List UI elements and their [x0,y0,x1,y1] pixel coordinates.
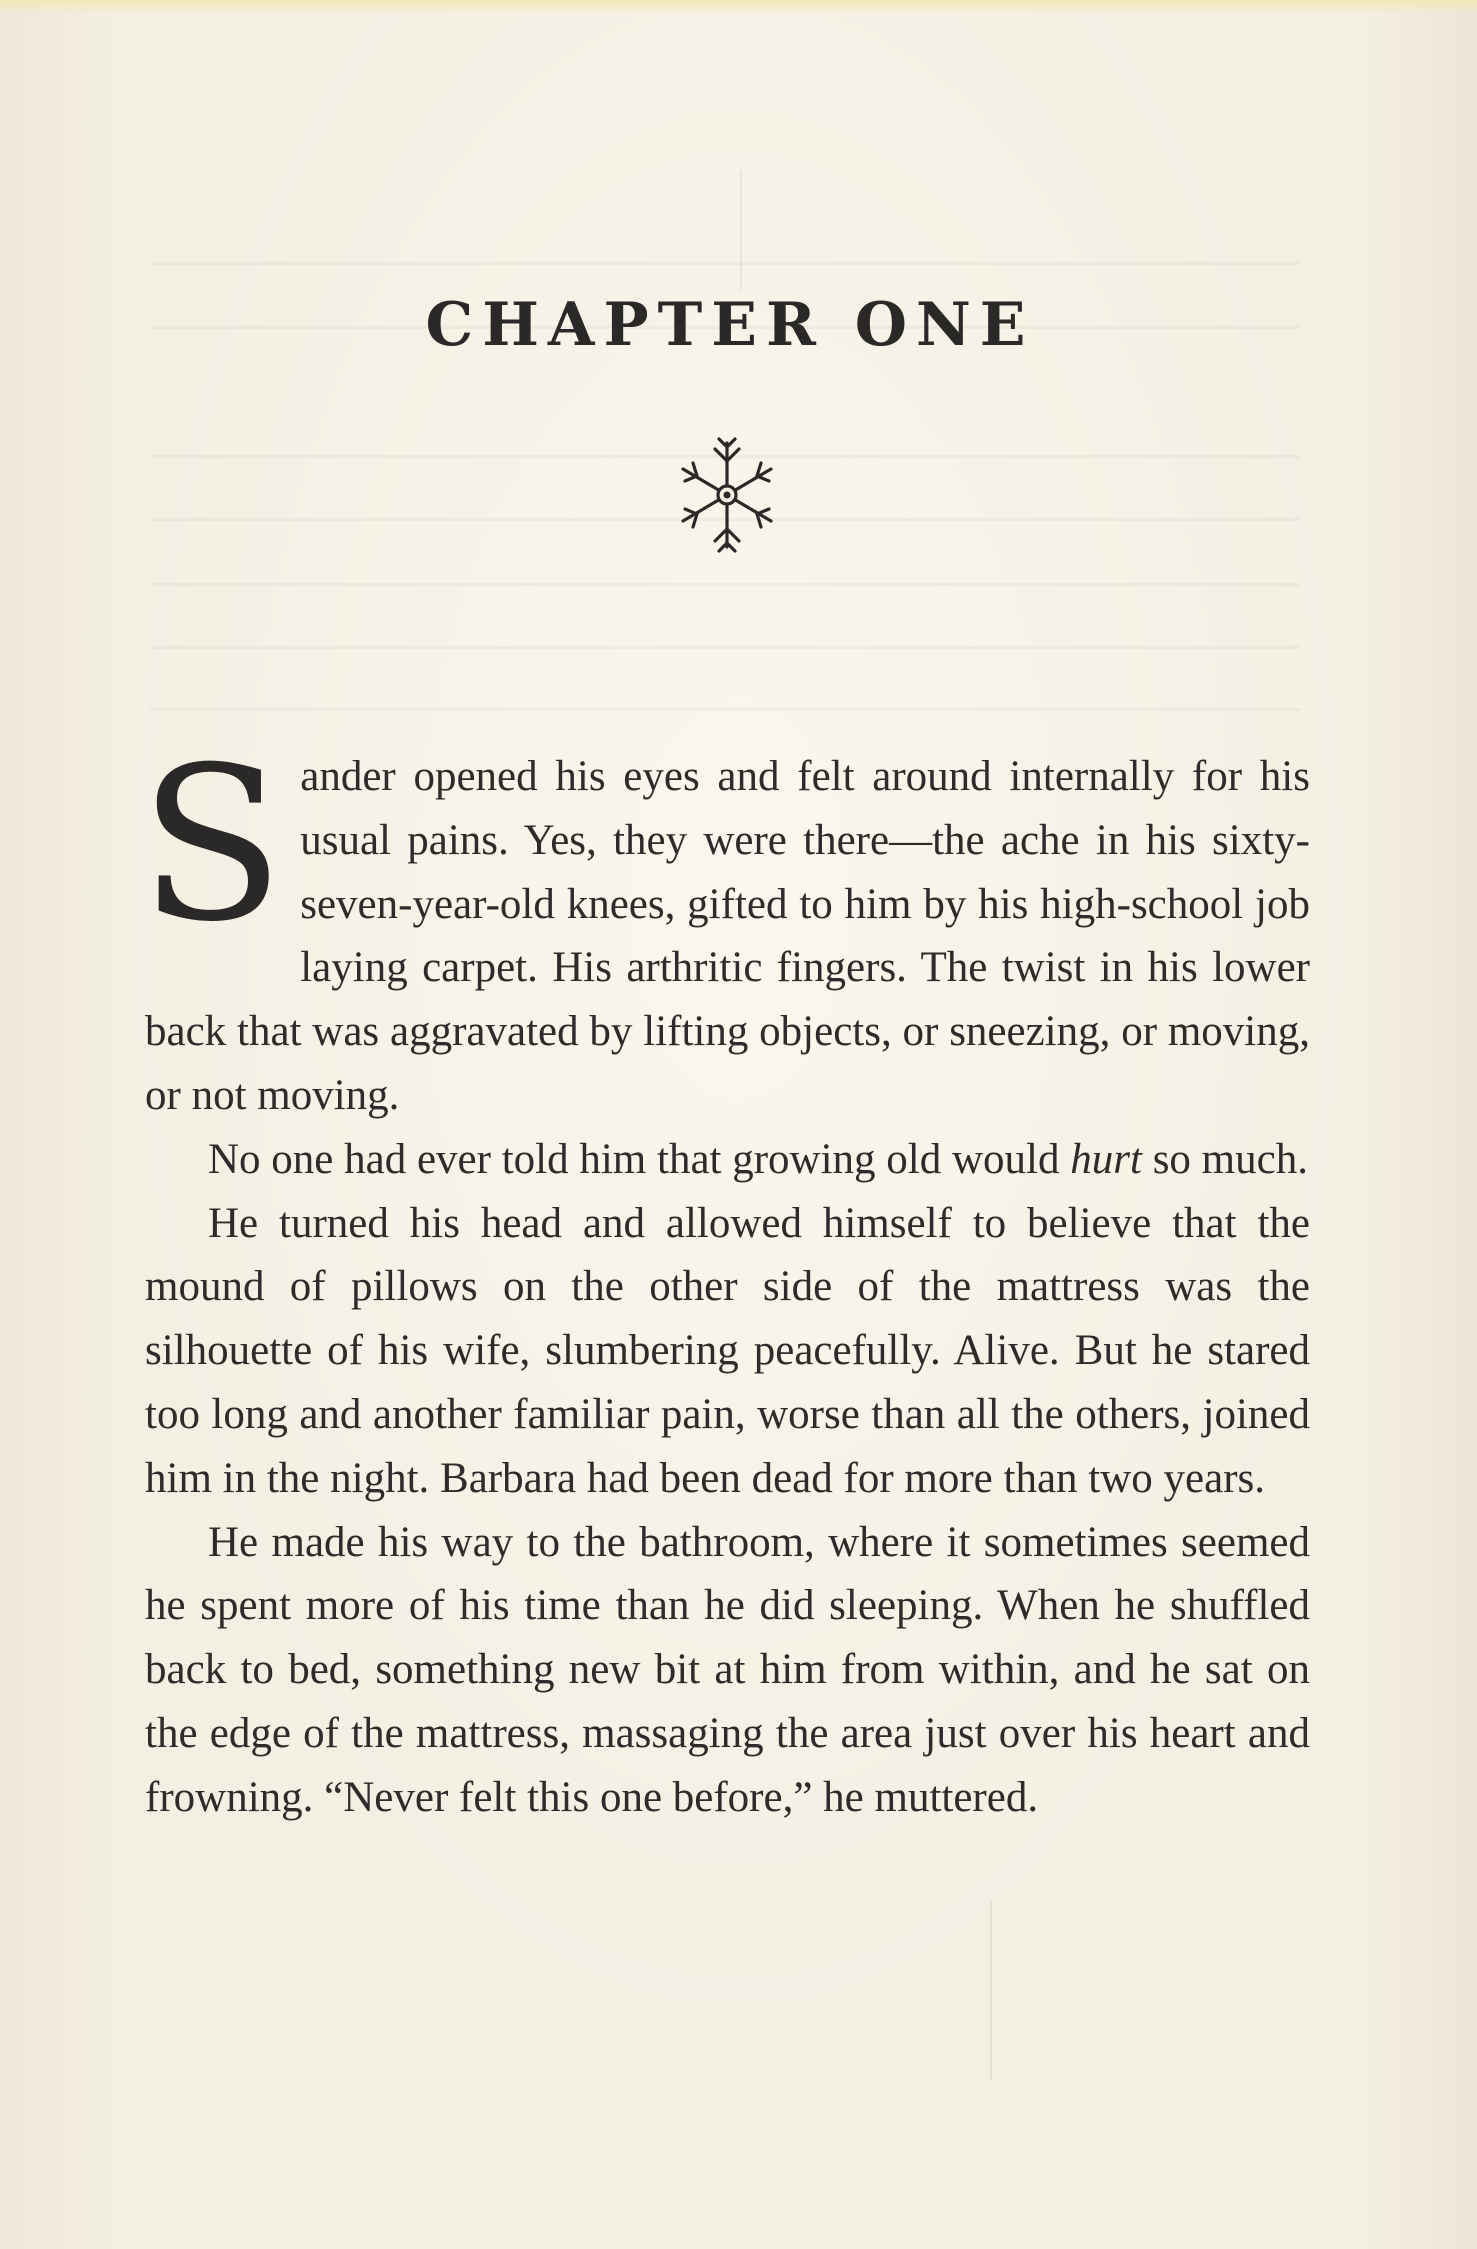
paragraph: He made his way to the bathroom, where it sometimes seemed he spent more of his time than he did sleeping. When he shuffled back to bed, something new bit at him from within, and he sat on the edge of the mattress, massaging the area just over his heart and frowning. “Never felt this one before,” he muttered. [145,1518,1310,1821]
emphasized-word: hurt [1070,1135,1142,1183]
paragraph-text: ander opened his eyes and felt around internally for his usual pains. Yes, they were there—the ache in his sixty-seven-year-old knees, gifted to him by his high-school job laying carpet. His arthritic fingers. The twist in his lower back that was aggravated by lifting objects, or sneezing, or moving, or not moving. [145,753,1310,1119]
paragraph-text: No one had ever told him that growing old would [208,1135,1071,1183]
show-through-line [150,708,1300,711]
show-through-line [150,583,1300,586]
paper-crease [990,1900,992,2080]
drop-cap: S [139,721,285,968]
snowflake-icon [677,435,777,555]
paper-crease [740,170,742,290]
chapter-title: CHAPTER ONE [425,290,1035,360]
paragraph: He turned his head and allowed himself to believe that the mound of pillows on the other side of the mattress was the silhouette of his wife, slumbering peacefully. Alive. But he stared too long and another familiar pain, worse than all the others, joined him in the night. Barbara had been dead for more than two years. [145,1199,1310,1502]
show-through-line [150,262,1300,265]
paragraph [145,1128,1310,1192]
page-top-edge [0,0,1477,14]
show-through-line [150,646,1300,649]
chapter-body [139,721,1310,1830]
paragraph-text: so much. [1141,1135,1308,1183]
paragraph-opening [139,721,1310,1128]
